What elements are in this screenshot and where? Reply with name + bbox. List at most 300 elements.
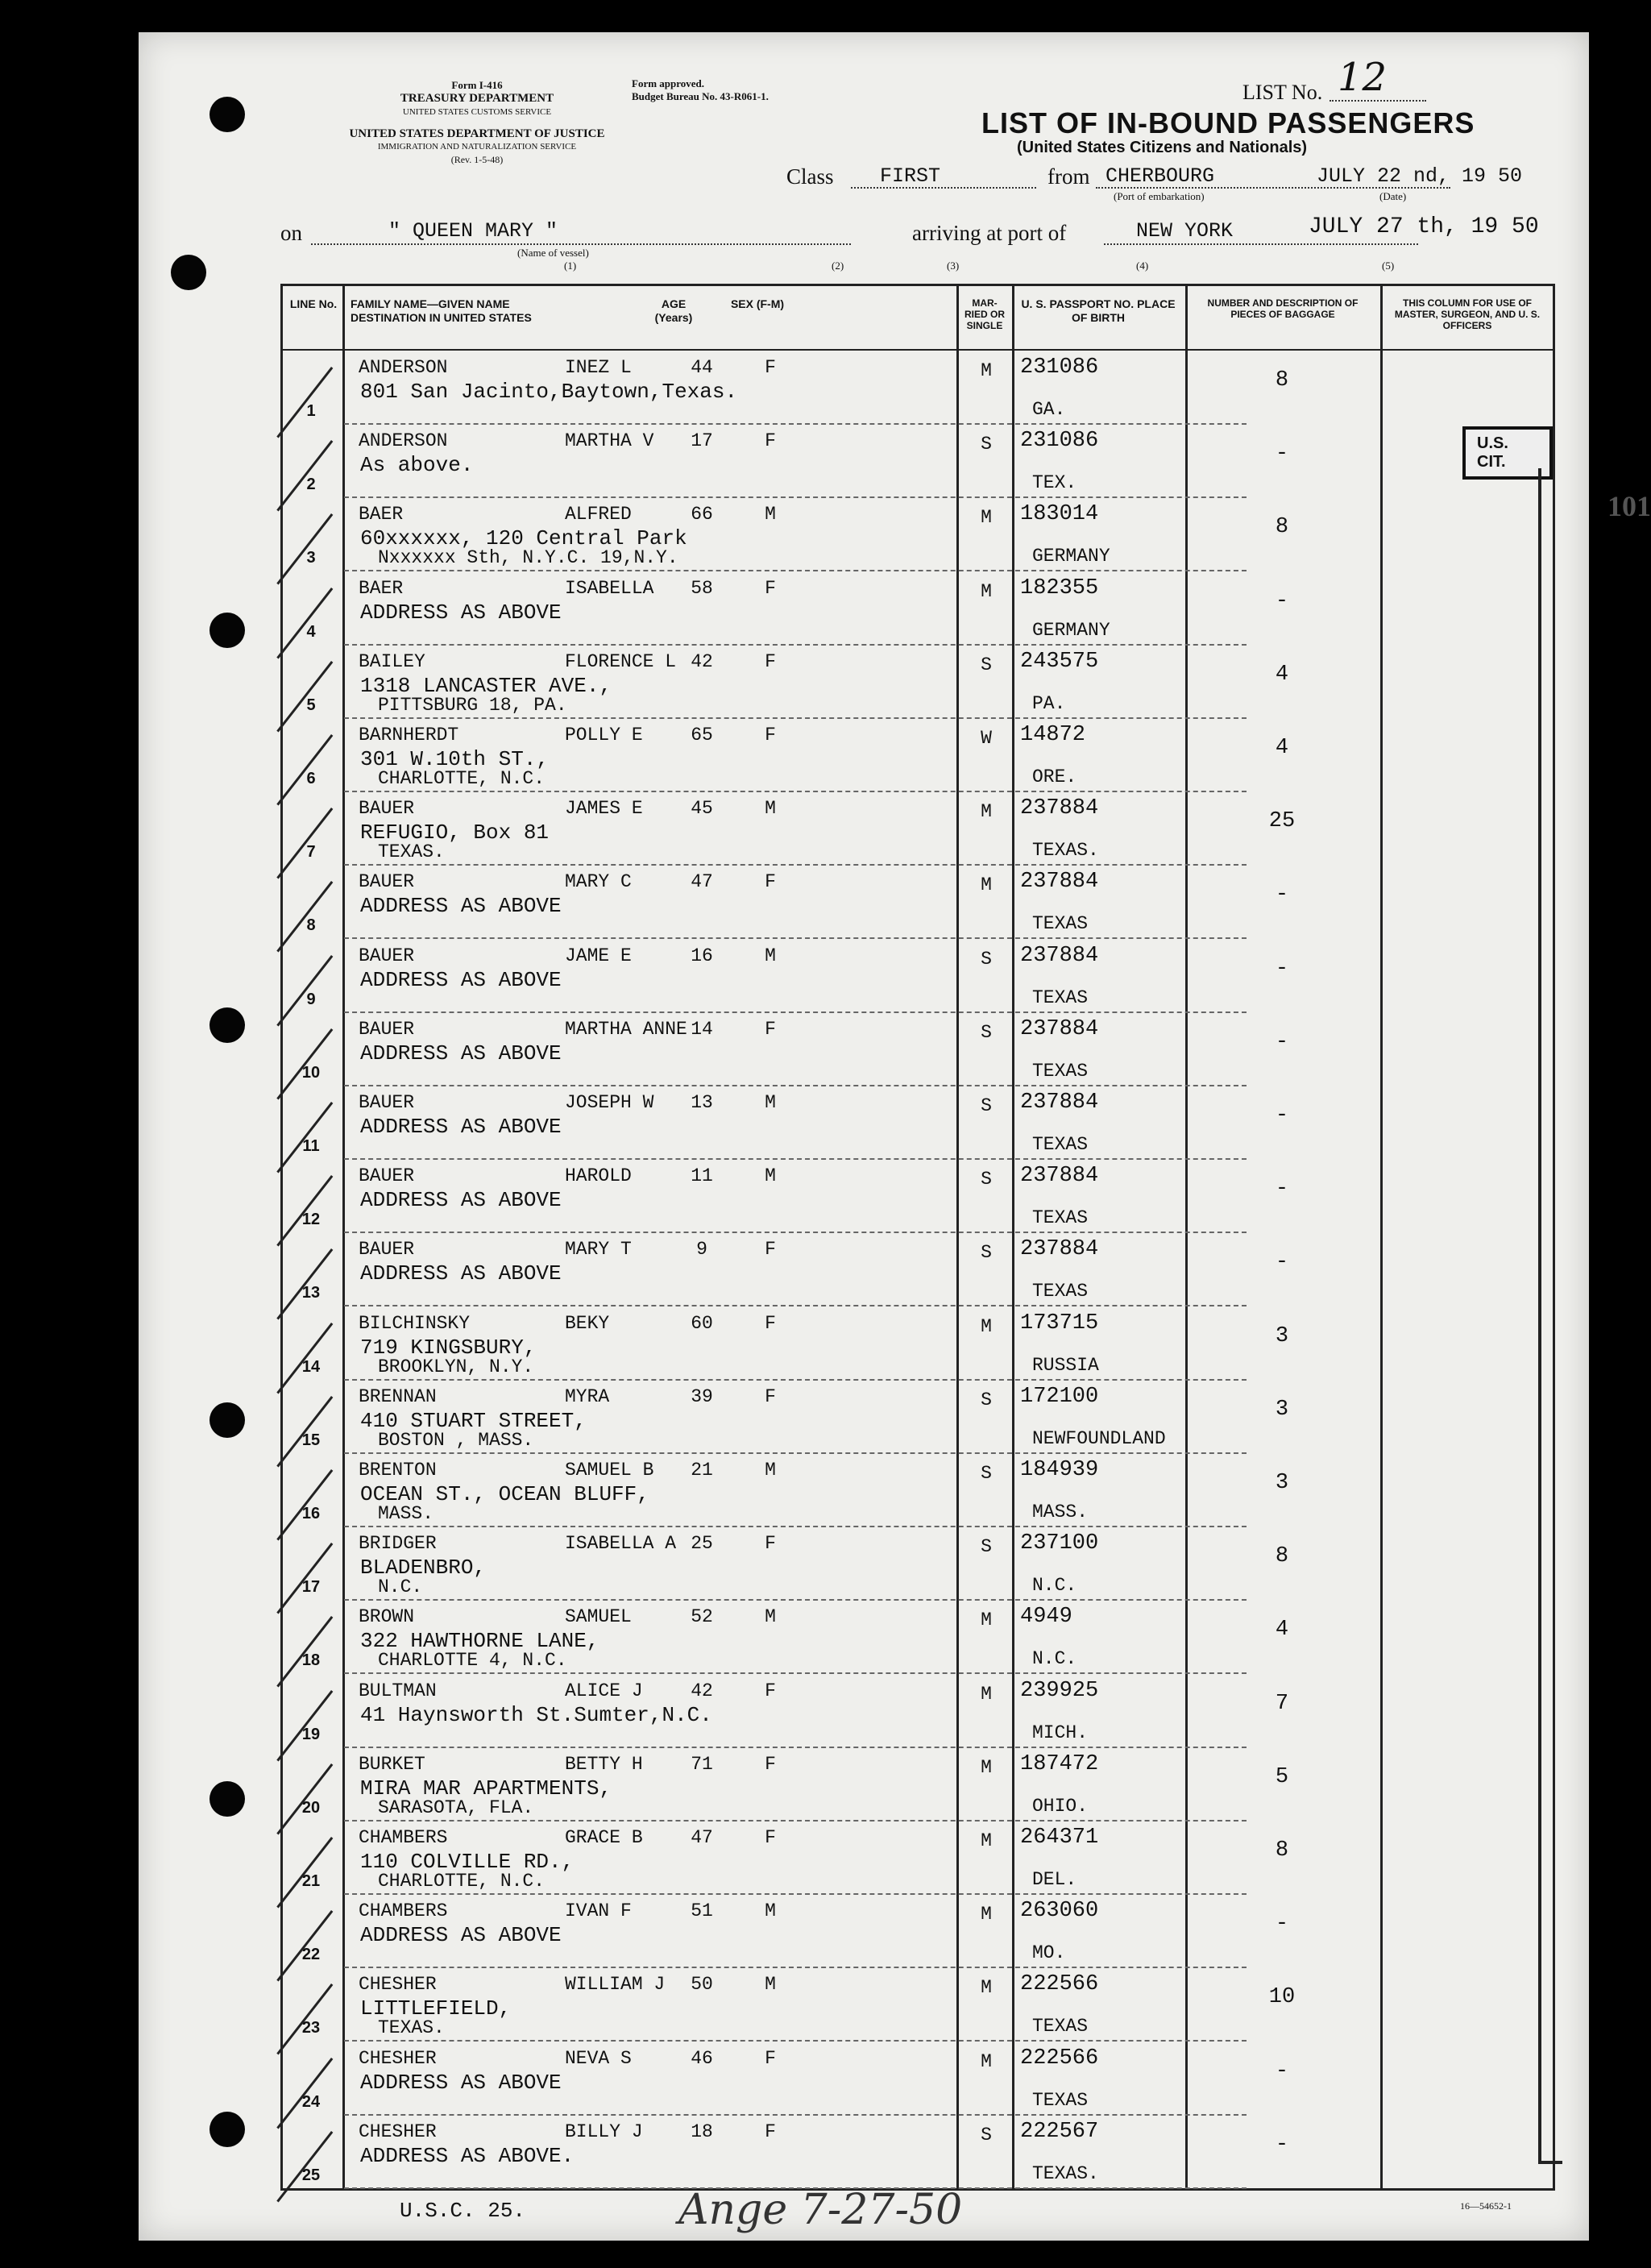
column-number: (3) bbox=[947, 260, 960, 272]
marital-status: M bbox=[981, 1683, 992, 1705]
passport-number: 183014 bbox=[1020, 502, 1099, 527]
embarkation-caption: (Port of embarkation) bbox=[1114, 190, 1205, 202]
given-name: BILLY J bbox=[565, 2121, 643, 2142]
header-married-single: MAR-RIED OR SINGLE bbox=[964, 297, 1005, 331]
header-name-destination: FAMILY NAME—GIVEN NAME DESTINATION IN UNITED STATES bbox=[351, 297, 532, 324]
given-name: ALFRED bbox=[565, 504, 632, 525]
sex: F bbox=[765, 1533, 776, 1555]
destination-line2: BOSTON , MASS. bbox=[378, 1429, 534, 1451]
row-divider bbox=[344, 423, 1247, 425]
line-number: 21 bbox=[301, 1872, 321, 1890]
age: 39 bbox=[691, 1385, 713, 1407]
age: 9 bbox=[696, 1239, 707, 1261]
marital-status: M bbox=[981, 2050, 992, 2072]
sex: F bbox=[765, 2047, 776, 2069]
age: 11 bbox=[691, 1165, 713, 1187]
place-of-birth: MASS. bbox=[1032, 1502, 1089, 1522]
row-divider bbox=[344, 937, 1247, 939]
marital-status: M bbox=[981, 1977, 992, 1999]
destination: ADDRESS AS ABOVE bbox=[360, 967, 562, 992]
destination-line2: CHARLOTTE, N.C. bbox=[378, 768, 545, 789]
table-row bbox=[283, 1234, 1553, 1307]
given-name: HAROLD bbox=[565, 1165, 632, 1187]
line-number: 11 bbox=[302, 1137, 320, 1155]
destination: MIRA MAR APARTMENTS, bbox=[360, 1776, 612, 1801]
sex: F bbox=[765, 2121, 776, 2142]
baggage-count: - bbox=[1275, 588, 1289, 613]
destination: 110 COLVILLE RD., bbox=[360, 1850, 575, 1874]
passport-number: 237884 bbox=[1020, 1016, 1099, 1041]
row-divider bbox=[344, 864, 1247, 866]
given-name: ALICE J bbox=[565, 1680, 643, 1701]
passport-number: 222566 bbox=[1020, 2046, 1099, 2071]
row-divider bbox=[344, 1232, 1247, 1233]
line-number: 1 bbox=[306, 402, 316, 420]
place-of-birth: ORE. bbox=[1032, 766, 1077, 787]
family-name: BARNHERDT bbox=[359, 725, 459, 746]
table-row bbox=[283, 1601, 1553, 1675]
sex: M bbox=[765, 1974, 776, 1996]
line-number: 13 bbox=[301, 1284, 321, 1302]
table-row bbox=[283, 941, 1553, 1014]
given-name: MARTHA V bbox=[565, 430, 654, 452]
table-row bbox=[283, 1896, 1553, 1969]
family-name: BURKET bbox=[359, 1753, 425, 1775]
marital-status: S bbox=[981, 1169, 992, 1190]
marital-status: S bbox=[981, 1095, 992, 1116]
given-name: IVAN F bbox=[565, 1900, 632, 1922]
table-row bbox=[283, 573, 1553, 646]
family-name: BAUER bbox=[359, 1239, 415, 1261]
row-divider bbox=[344, 1967, 1247, 1968]
line-number: 3 bbox=[306, 549, 316, 567]
place-of-birth: OHIO. bbox=[1032, 1795, 1089, 1817]
baggage-count: - bbox=[1275, 1177, 1289, 1202]
row-divider bbox=[344, 1893, 1247, 1895]
sex: M bbox=[765, 1606, 776, 1628]
place-of-birth: GERMANY bbox=[1032, 546, 1110, 567]
passport-number: 237100 bbox=[1020, 1531, 1099, 1556]
family-name: BRENTON bbox=[359, 1460, 437, 1481]
age: 71 bbox=[691, 1753, 713, 1775]
line-number: 2 bbox=[306, 476, 316, 494]
place-of-birth: TEXAS. bbox=[1032, 2162, 1099, 2184]
marital-status: S bbox=[981, 1021, 992, 1043]
table-row bbox=[283, 1822, 1553, 1896]
table-row bbox=[283, 866, 1553, 940]
place-of-birth: RUSSIA bbox=[1032, 1354, 1099, 1376]
given-name: MARY T bbox=[565, 1239, 632, 1261]
family-name: BAUER bbox=[359, 871, 415, 893]
marital-status: S bbox=[981, 434, 992, 455]
column-number: (5) bbox=[1382, 260, 1395, 272]
revision-date: (Rev. 1-5-48) bbox=[450, 154, 504, 165]
stamp-number: 101 bbox=[1607, 490, 1651, 522]
destination-line2: Nxxxxxx Sth, N.Y.C. 19,N.Y. bbox=[378, 547, 678, 569]
column-number: (2) bbox=[832, 260, 844, 272]
destination-line2: CHARLOTTE, N.C. bbox=[378, 1871, 545, 1892]
departure-date: JULY 22 nd, 19 50 bbox=[1317, 164, 1523, 188]
line-number: 12 bbox=[301, 1211, 321, 1229]
family-name: BAUER bbox=[359, 1092, 415, 1113]
page-subtitle: (United States Citizens and Nationals) bbox=[1017, 139, 1308, 156]
arrival-port: NEW YORK bbox=[1136, 219, 1234, 243]
us-citizen-stamp: U.S. CIT. bbox=[1462, 426, 1553, 480]
given-name: FLORENCE L bbox=[565, 650, 677, 672]
destination-line2: SARASOTA, FLA. bbox=[378, 1797, 534, 1818]
usc-count: U.S.C. 25. bbox=[400, 2199, 526, 2223]
class-label: Class bbox=[786, 164, 834, 189]
line-number: 15 bbox=[301, 1431, 321, 1449]
table-row bbox=[283, 2116, 1553, 2190]
row-divider bbox=[344, 1747, 1247, 1748]
family-name: BAILEY bbox=[359, 650, 425, 672]
table-row bbox=[283, 1308, 1553, 1381]
binder-hole bbox=[209, 1781, 245, 1817]
place-of-birth: TEXAS bbox=[1032, 2089, 1089, 2111]
baggage-count: - bbox=[1275, 2132, 1289, 2157]
destination: BLADENBRO, bbox=[360, 1556, 487, 1581]
line-number: 5 bbox=[306, 696, 316, 714]
marital-status: S bbox=[981, 654, 992, 675]
header-sex: SEX (F-M) bbox=[730, 297, 785, 310]
sex: M bbox=[765, 945, 776, 966]
line-number: 4 bbox=[306, 622, 316, 641]
sex: F bbox=[765, 1312, 776, 1334]
family-name: BAUER bbox=[359, 798, 415, 820]
baggage-count: 4 bbox=[1275, 736, 1289, 760]
binder-hole bbox=[209, 1007, 245, 1043]
given-name: GRACE B bbox=[565, 1827, 643, 1848]
form-number: Form I-416 bbox=[451, 79, 503, 91]
family-name: BAUER bbox=[359, 945, 415, 966]
given-name: SAMUEL bbox=[565, 1606, 632, 1628]
given-name: MARY C bbox=[565, 871, 632, 893]
marital-status: M bbox=[981, 580, 992, 602]
sex: F bbox=[765, 430, 776, 452]
passport-number: 172100 bbox=[1020, 1384, 1099, 1409]
marital-status: S bbox=[981, 1536, 992, 1558]
passport-number: 4949 bbox=[1020, 1605, 1072, 1630]
age: 25 bbox=[691, 1533, 713, 1555]
sex: M bbox=[765, 504, 776, 525]
sex: F bbox=[765, 1385, 776, 1407]
destination: 41 Haynsworth St.Sumter,N.C. bbox=[360, 1702, 712, 1727]
baggage-count: - bbox=[1275, 442, 1289, 467]
table-row bbox=[283, 1087, 1553, 1161]
place-of-birth: PA. bbox=[1032, 692, 1066, 714]
sex: F bbox=[765, 1239, 776, 1261]
family-name: CHESHER bbox=[359, 1974, 437, 1996]
age: 44 bbox=[691, 357, 713, 378]
table-row bbox=[283, 1676, 1553, 1749]
family-name: BULTMAN bbox=[359, 1680, 437, 1701]
baggage-count: - bbox=[1275, 1250, 1289, 1275]
baggage-count: - bbox=[1275, 956, 1289, 981]
sex: F bbox=[765, 725, 776, 746]
page-title: LIST OF IN-BOUND PASSENGERS bbox=[981, 106, 1475, 139]
place-of-birth: TEXAS bbox=[1032, 1134, 1089, 1155]
destination: ADDRESS AS ABOVE bbox=[360, 600, 562, 625]
family-name: CHESHER bbox=[359, 2121, 437, 2142]
given-name: MARTHA ANNE bbox=[565, 1018, 687, 1040]
baggage-count: 8 bbox=[1275, 515, 1289, 540]
sex: M bbox=[765, 798, 776, 820]
officer-bracket-line bbox=[1538, 468, 1541, 2161]
class-value: FIRST bbox=[880, 164, 941, 188]
baggage-count: - bbox=[1275, 1912, 1289, 1937]
row-divider bbox=[344, 1085, 1247, 1086]
passport-number: 237884 bbox=[1020, 870, 1099, 895]
binder-hole bbox=[171, 255, 206, 290]
marital-status: S bbox=[981, 948, 992, 970]
age: 66 bbox=[691, 504, 713, 525]
officer-bracket-end bbox=[1538, 2161, 1562, 2164]
place-of-birth: GERMANY bbox=[1032, 619, 1110, 641]
arriving-label: arriving at port of bbox=[912, 221, 1067, 245]
table-row bbox=[283, 1014, 1553, 1087]
baggage-count: 4 bbox=[1275, 1618, 1289, 1643]
binder-hole bbox=[209, 1402, 245, 1438]
place-of-birth: TEXAS bbox=[1032, 1207, 1089, 1229]
sex: F bbox=[765, 1827, 776, 1848]
marital-status: S bbox=[981, 1242, 992, 1264]
destination: ADDRESS AS ABOVE bbox=[360, 1261, 562, 1286]
destination: 410 STUART STREET, bbox=[360, 1408, 587, 1433]
age: 16 bbox=[691, 945, 713, 966]
marital-status: M bbox=[981, 1315, 992, 1337]
table-row bbox=[283, 1381, 1553, 1455]
baggage-count: 5 bbox=[1275, 1764, 1289, 1789]
document-page bbox=[139, 32, 1651, 2241]
age: 51 bbox=[691, 1900, 713, 1922]
marital-status: M bbox=[981, 360, 992, 381]
line-number: 18 bbox=[301, 1651, 321, 1670]
row-divider bbox=[344, 1820, 1247, 1821]
passport-number: 243575 bbox=[1020, 649, 1099, 674]
form-approved: Form approved. bbox=[632, 77, 705, 89]
baggage-count: 3 bbox=[1275, 1323, 1289, 1348]
on-label: on bbox=[280, 221, 302, 245]
department-of-justice: UNITED STATES DEPARTMENT OF JUSTICE bbox=[349, 127, 605, 140]
family-name: BROWN bbox=[359, 1606, 415, 1628]
baggage-count: 8 bbox=[1275, 1838, 1289, 1863]
line-number: 19 bbox=[301, 1725, 321, 1743]
family-name: BILCHINSKY bbox=[359, 1312, 471, 1334]
age: 52 bbox=[691, 1606, 713, 1628]
line-number: 22 bbox=[301, 1946, 321, 1964]
budget-bureau: Budget Bureau No. 43-R061-1. bbox=[632, 90, 769, 102]
passport-number: 237884 bbox=[1020, 796, 1099, 821]
age: 45 bbox=[691, 798, 713, 820]
header-passport: U. S. PASSPORT NO. PLACE OF BIRTH bbox=[1021, 297, 1176, 324]
destination: ADDRESS AS ABOVE bbox=[360, 1041, 562, 1065]
table-row bbox=[283, 720, 1553, 793]
treasury-department: TREASURY DEPARTMENT bbox=[400, 92, 554, 105]
customs-service: UNITED STATES CUSTOMS SERVICE bbox=[402, 107, 552, 117]
age: 13 bbox=[691, 1092, 713, 1113]
destination-line2: PITTSBURG 18, PA. bbox=[378, 694, 567, 716]
table-row bbox=[283, 352, 1553, 426]
row-divider bbox=[344, 1526, 1247, 1527]
family-name: BAUER bbox=[359, 1018, 415, 1040]
line-number: 25 bbox=[301, 2166, 321, 2184]
age: 58 bbox=[691, 577, 713, 599]
destination: LITTLEFIELD, bbox=[360, 1996, 512, 2021]
place-of-birth: TEXAS bbox=[1032, 1060, 1089, 1082]
line-number: 14 bbox=[301, 1357, 321, 1376]
passport-number: 264371 bbox=[1020, 1826, 1099, 1850]
destination-line2: TEXAS. bbox=[378, 841, 445, 863]
baggage-count: 25 bbox=[1268, 809, 1296, 834]
baggage-count: - bbox=[1275, 883, 1289, 908]
given-name: JAMES E bbox=[565, 798, 643, 820]
date-caption: (Date) bbox=[1379, 190, 1407, 202]
table-row bbox=[283, 1969, 1553, 2042]
passport-number: 222567 bbox=[1020, 2119, 1099, 2144]
destination: 801 San Jacinto,Baytown,Texas. bbox=[360, 380, 738, 404]
vessel-caption: (Name of vessel) bbox=[517, 247, 589, 259]
place-of-birth: TEX. bbox=[1032, 472, 1077, 494]
baggage-count: 10 bbox=[1268, 1985, 1296, 2010]
destination: 301 W.10th ST., bbox=[360, 747, 550, 771]
list-number-label: LIST No. bbox=[1242, 81, 1323, 104]
destination: 60xxxxxx, 120 Central Park bbox=[360, 526, 687, 551]
given-name: MYRA bbox=[565, 1385, 610, 1407]
row-divider bbox=[344, 570, 1247, 571]
table-row bbox=[283, 793, 1553, 866]
row-divider bbox=[344, 2040, 1247, 2042]
given-name: ISABELLA A bbox=[565, 1533, 677, 1555]
vessel-name: " QUEEN MARY " bbox=[388, 219, 558, 243]
table-row bbox=[283, 1455, 1553, 1528]
destination: 719 KINGSBURY, bbox=[360, 1335, 537, 1360]
destination: REFUGIO, Box 81 bbox=[360, 820, 550, 845]
place-of-birth: TEXAS bbox=[1032, 913, 1089, 935]
binder-hole bbox=[209, 97, 245, 132]
given-name: WILLIAM J bbox=[565, 1974, 666, 1996]
table-row bbox=[283, 1528, 1553, 1601]
marital-status: M bbox=[981, 1756, 992, 1778]
family-name: BAER bbox=[359, 577, 404, 599]
destination: ADDRESS AS ABOVE bbox=[360, 894, 562, 919]
line-number: 16 bbox=[301, 1505, 321, 1522]
sex: F bbox=[765, 1018, 776, 1040]
column-number: (4) bbox=[1136, 260, 1149, 272]
sex: F bbox=[765, 1680, 776, 1701]
passport-number: 14872 bbox=[1020, 723, 1086, 747]
place-of-birth: TEXAS bbox=[1032, 2016, 1089, 2037]
row-divider bbox=[344, 644, 1247, 646]
sex: F bbox=[765, 650, 776, 672]
destination: 1318 LANCASTER AVE., bbox=[360, 673, 612, 698]
family-name: ANDERSON bbox=[359, 357, 448, 378]
place-of-birth: TEXAS bbox=[1032, 987, 1089, 1008]
officer-signature: Ange 7-27-50 bbox=[678, 2186, 963, 2234]
sex: M bbox=[765, 1092, 776, 1113]
sex: F bbox=[765, 871, 776, 893]
line-number: 24 bbox=[301, 2092, 321, 2111]
family-name: CHESHER bbox=[359, 2047, 437, 2069]
row-divider bbox=[344, 1452, 1247, 1454]
table-row bbox=[283, 646, 1553, 720]
line-number: 23 bbox=[301, 2019, 321, 2037]
destination-line2: TEXAS. bbox=[378, 2017, 445, 2039]
marital-status: M bbox=[981, 507, 992, 529]
passport-number: 237884 bbox=[1020, 943, 1099, 968]
age: 46 bbox=[691, 2047, 713, 2069]
marital-status: M bbox=[981, 874, 992, 896]
passport-number: 182355 bbox=[1020, 575, 1099, 600]
line-number: 20 bbox=[301, 1798, 321, 1817]
passport-number: 237884 bbox=[1020, 1164, 1099, 1189]
header-age: AGE (Years) bbox=[654, 297, 693, 324]
sex: F bbox=[765, 577, 776, 599]
passport-number: 222566 bbox=[1020, 1972, 1099, 1997]
header-officers: THIS COLUMN FOR USE OF MASTER, SURGEON, AND U. S. OFFICERS bbox=[1394, 297, 1541, 331]
family-name: BRENNAN bbox=[359, 1385, 437, 1407]
baggage-count: 8 bbox=[1275, 1544, 1289, 1569]
table-row bbox=[283, 2043, 1553, 2116]
age: 50 bbox=[691, 1974, 713, 1996]
passport-number: 231086 bbox=[1020, 429, 1099, 454]
passport-number: 237884 bbox=[1020, 1237, 1099, 1262]
marital-status: M bbox=[981, 1610, 992, 1631]
marital-status: M bbox=[981, 1904, 992, 1925]
row-divider bbox=[344, 1599, 1247, 1601]
destination-line2: CHARLOTTE 4, N.C. bbox=[378, 1650, 567, 1672]
port-of-embarkation: CHERBOURG bbox=[1106, 164, 1215, 188]
destination: ADDRESS AS ABOVE bbox=[360, 1188, 562, 1213]
sex: M bbox=[765, 1460, 776, 1481]
marital-status: S bbox=[981, 1463, 992, 1484]
row-divider bbox=[344, 1158, 1247, 1160]
destination: ADDRESS AS ABOVE bbox=[360, 2070, 562, 2095]
line-number: 10 bbox=[301, 1063, 321, 1082]
family-name: BAUER bbox=[359, 1165, 415, 1187]
passport-number: 184939 bbox=[1020, 1458, 1099, 1482]
line-number: 8 bbox=[306, 916, 316, 935]
column-number: (1) bbox=[564, 260, 577, 272]
table-row bbox=[283, 1161, 1553, 1234]
baggage-count: 3 bbox=[1275, 1397, 1289, 1422]
binder-hole bbox=[209, 2112, 245, 2147]
place-of-birth: MICH. bbox=[1032, 1722, 1089, 1743]
destination: ADDRESS AS ABOVE bbox=[360, 1923, 562, 1948]
immigration-service: IMMIGRATION AND NATURALIZATION SERVICE bbox=[377, 142, 577, 152]
header-line-no: LINE No. bbox=[289, 297, 338, 310]
passport-number: 237884 bbox=[1020, 1090, 1099, 1115]
family-name: CHAMBERS bbox=[359, 1827, 448, 1848]
family-name: BRIDGER bbox=[359, 1533, 437, 1555]
binder-hole bbox=[209, 613, 245, 648]
print-code: 16—54652-1 bbox=[1460, 2200, 1512, 2212]
table-row bbox=[283, 426, 1553, 499]
age: 21 bbox=[691, 1460, 713, 1481]
baggage-count: - bbox=[1275, 1103, 1289, 1128]
destination-line2: MASS. bbox=[378, 1503, 434, 1524]
place-of-birth: GA. bbox=[1032, 399, 1066, 420]
age: 60 bbox=[691, 1312, 713, 1334]
from-label: from bbox=[1047, 164, 1090, 189]
marital-status: M bbox=[981, 1830, 992, 1851]
baggage-count: 8 bbox=[1275, 368, 1289, 393]
place-of-birth: N.C. bbox=[1032, 1648, 1077, 1670]
marital-status: S bbox=[981, 2124, 992, 2145]
header-baggage: NUMBER AND DESCRIPTION OF PIECES OF BAGGAGE bbox=[1207, 297, 1359, 320]
table-row bbox=[283, 1749, 1553, 1822]
age: 42 bbox=[691, 1680, 713, 1701]
